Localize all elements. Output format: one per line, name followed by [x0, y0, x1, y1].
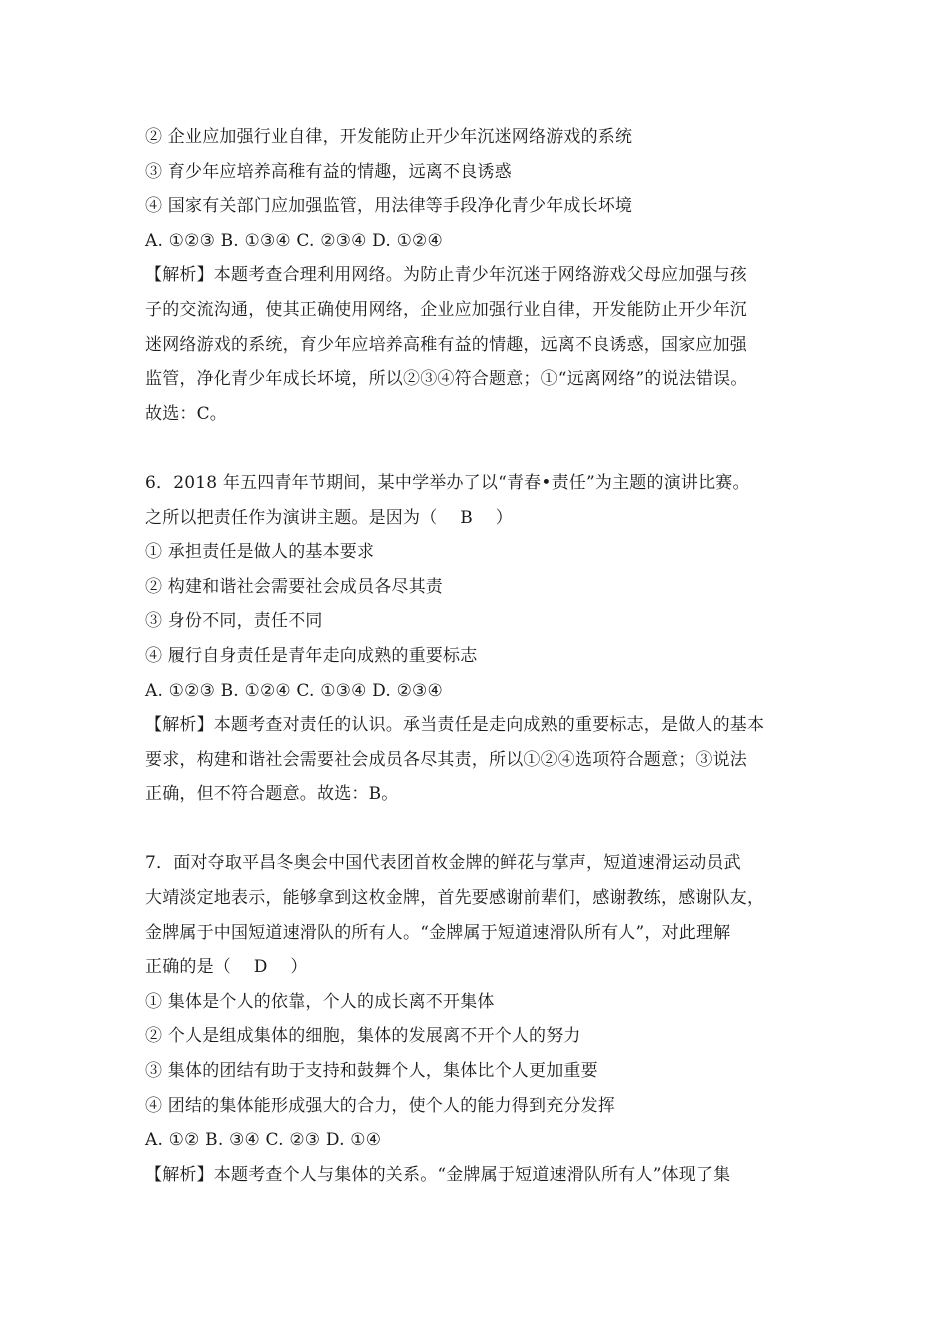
- q6-choices: A. ①②③ B. ①②④ C. ①③④ D. ②③④: [145, 680, 443, 701]
- q5-choices: A. ①②③ B. ①③④ C. ②③④ D. ①②④: [145, 230, 443, 251]
- q7-option-1: ① 集体是个人的依靠，个人的成长离不开集体: [145, 991, 495, 1012]
- q5-option-2: ② 企业应加强行业自律，开发能防止开少年沉迷网络游戏的系统: [145, 127, 633, 147]
- q6-option-4: ④ 履行自身责任是青年走向成熟的重要标志: [145, 645, 478, 666]
- q5-analysis-line-1: 【解析】本题考查合理利用网络。为防止青少年沉迷于网络游戏父母应加强与孩: [145, 265, 747, 286]
- q7-stem-line-2: 大靖淡定地表示，能够拿到这枚金牌，首先要感谢前辈们，感谢教练，感谢队友，: [145, 888, 765, 909]
- q6-analysis-line-3: 正确，但不符合题意。故选：B。: [145, 784, 399, 805]
- q5-option-3: ③ 育少年应培养高稚有益的情趣，远离不良诱惑: [145, 161, 512, 182]
- q5-analysis-line-3: 迷网络游戏的系统，育少年应培养高稚有益的情趣，远离不良诱惑，国家应加强: [145, 334, 747, 355]
- q5-analysis-line-4: 监管，净化青少年成长坏境，所以②③④符合题意；①“远离网络”的说法错误。: [145, 369, 748, 390]
- question-5: [145, 120, 810, 431]
- q7-stem-line-1: 7．面对夺取平昌冬奥会中国代表团首枚金牌的鲜花与掌声，短道速滑运动员武: [145, 853, 741, 874]
- q7-stem-line-3: 金牌属于中国短道速滑队的所有人。“金牌属于短道速滑队所有人”，对此理解: [145, 922, 731, 943]
- question-7: [145, 846, 810, 1192]
- spacer: [145, 812, 810, 847]
- q6-stem-line-2: 之所以把责任作为演讲主题。是因为（ B ）: [145, 507, 513, 528]
- q6-option-1: ① 承担责任是做人的基本要求: [145, 542, 375, 563]
- q6-stem-line-1: 6．2018 年五四青年节期间，某中学举办了以“青春•责任”为主题的演讲比赛。: [145, 472, 750, 493]
- q6-option-2: ② 构建和谐社会需要社会成员各尽其责: [145, 576, 444, 597]
- q5-analysis-line-5: 故选：C。: [145, 403, 228, 424]
- q7-option-2: ② 个人是组成集体的细胞，集体的发展离不开个人的努力: [145, 1026, 581, 1047]
- q6-analysis-line-1: 【解析】本题考查对责任的认识。承当责任是走向成熟的重要标志，是做人的基本: [145, 715, 765, 736]
- q6-analysis-line-2: 要求，构建和谐社会需要社会成员各尽其责，所以①②④选项符合题意；③说法: [145, 749, 747, 770]
- q5-option-4: ④ 国家有关部门应加强监管，用法律等手段净化青少年成长坏境: [145, 196, 633, 217]
- q5-analysis-line-2: 子的交流沟通，使其正确使用网络，企业应加强行业自律，开发能防止开少年沉: [145, 299, 747, 320]
- q7-option-3: ③ 集体的团结有助于支持和鼓舞个人，集体比个人更加重要: [145, 1061, 598, 1082]
- q7-choices: A. ①② B. ③④ C. ②③ D. ①④: [145, 1130, 382, 1151]
- q7-analysis-line-1: 【解析】本题考查个人与集体的关系。“金牌属于短道速滑队所有人”体现了集: [145, 1164, 731, 1185]
- q7-option-4: ④ 团结的集体能形成强大的合力，使个人的能力得到充分发挥: [145, 1095, 616, 1116]
- document-page: [145, 120, 810, 1192]
- question-6: [145, 466, 810, 812]
- q7-stem-line-4: 正确的是（ D ）: [145, 957, 308, 978]
- spacer: [145, 431, 810, 466]
- q6-option-3: ③ 身份不同，责任不同: [145, 611, 323, 632]
